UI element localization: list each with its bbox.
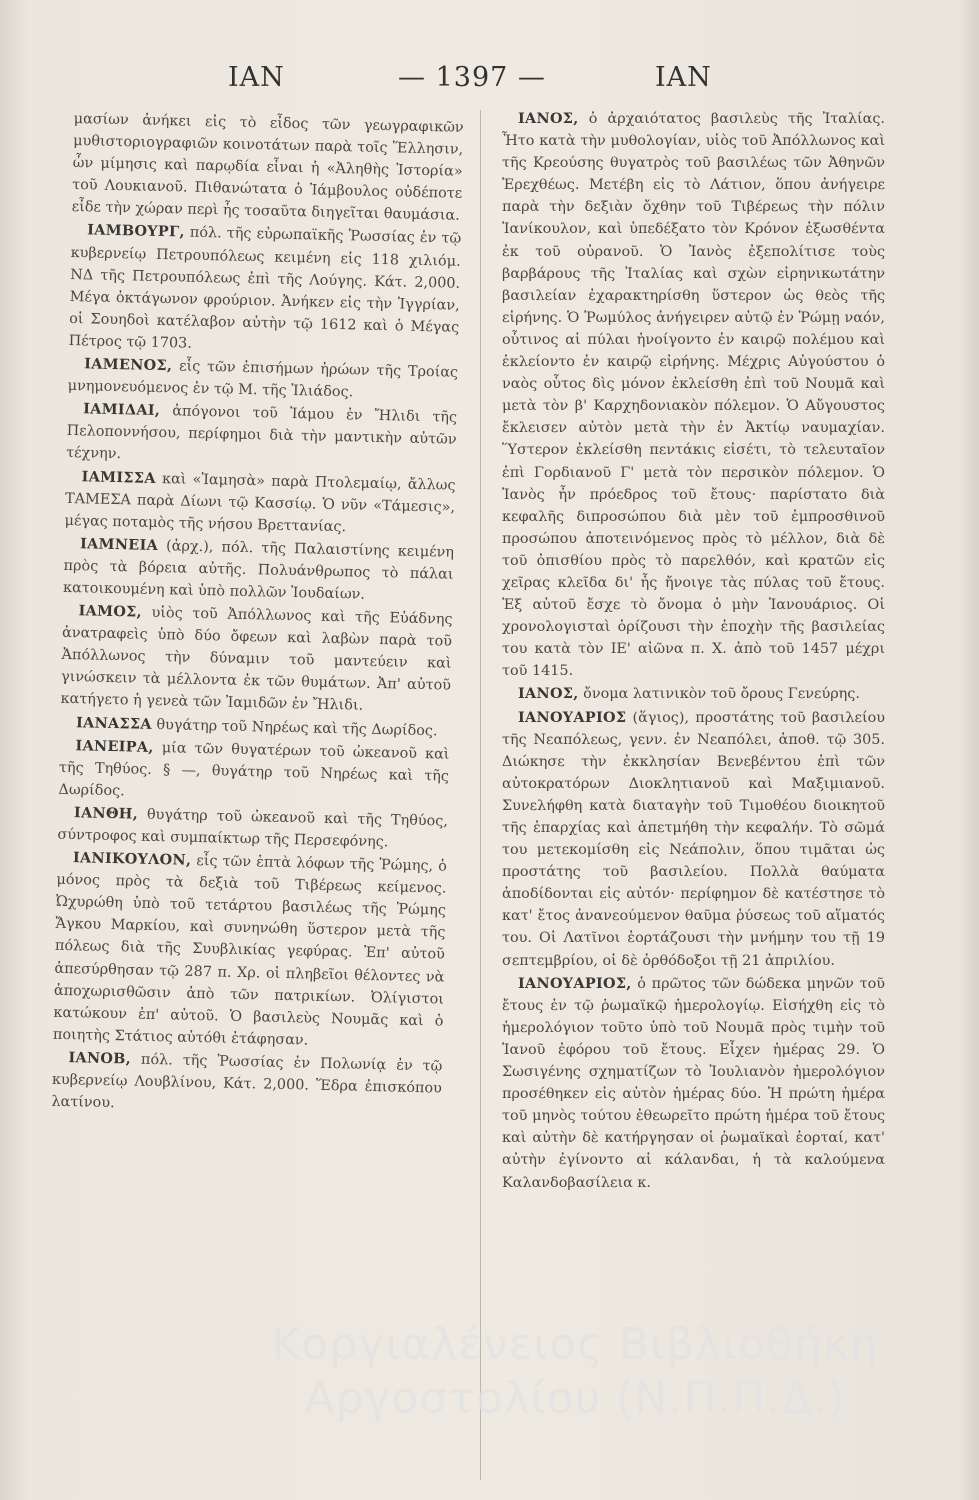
dictionary-entry bbox=[53, 847, 447, 1055]
page-number: — 1397 — bbox=[398, 62, 546, 93]
entry-headword: ΙΑΝΟΥΑΡΙΟΣ bbox=[518, 708, 627, 726]
column-divider bbox=[480, 110, 481, 1480]
entry-headword: ΙΑΜΙΣΣΑ bbox=[81, 467, 157, 487]
entry-text: ὄνομα λατινικὸν τοῦ ὄρους Γενεύρης. bbox=[583, 686, 860, 703]
entry-headword: ΙΑΝΟΣ, bbox=[518, 110, 579, 127]
entry-text: υἱὸς τοῦ Ἀπόλλωνος καὶ τῆς Εὐάδνης ἀνατραφεὶς ὑπὸ δύο ὄφεων καὶ λαβὼν παρὰ τοῦ Ἀπόλλωνος τὴν δύναμιν τοῦ μαντεύειν καὶ γινώσκειν τὰ μέλλοντα ἐκ τῶν θυμάτων. Ἀπ' αὐτοῦ κατήγετο ἡ γενεὰ τῶν Ἰαμιδῶν ἐν Ἤλιδι. bbox=[60, 604, 453, 715]
dictionary-entry bbox=[66, 398, 457, 473]
dictionary-entry bbox=[71, 108, 463, 227]
header-right-catchword: ΙΑΝ bbox=[655, 62, 712, 93]
dictionary-entry bbox=[57, 802, 448, 855]
entry-text: θυγάτηρ τοῦ Νηρέως καὶ τῆς Δωρίδος. bbox=[156, 716, 438, 739]
entry-headword: ΙΑΜΙΔΑΙ, bbox=[82, 400, 161, 420]
entry-headword: ΙΑΝΙΚΟΥΛΟΝ, bbox=[72, 849, 192, 869]
watermark-line-1: Κοργιαλένειος Βιβλιοθήκη bbox=[271, 1319, 879, 1370]
entry-text: θυγάτηρ τοῦ ὠκεανοῦ καὶ τῆς Τηθύος, σύντροφος καὶ συμπαίκτωρ τῆς Περσεφόνης. bbox=[57, 806, 449, 851]
dictionary-entry bbox=[58, 734, 449, 809]
entry-text: (ἀρχ.), πόλ. τῆς Παλαιστίνης κειμένη πρὸς τὰ βόρεια αὐτῆς. Πολυάνθρωπος τὸ πάλαι κατοικουμένη καὶ ὑπὸ πολλῶν Ἰουδαίων. bbox=[62, 537, 455, 603]
entry-headword: ΙΑΜΟΣ, bbox=[78, 602, 143, 621]
right-column bbox=[502, 108, 885, 1195]
entry-headword: ΙΑΝΟΒ, bbox=[68, 1049, 132, 1068]
entry-text: πόλ. τῆς εὐρωπαϊκῆς Ῥωσσίας ἐν τῷ κυβερνείῳ Πετρουπόλεως κειμένη εἰς 118 χιλιόμ. ΝΔ τῆς Πετρουπόλεως ἐπὶ τῆς Λούγης. Κάτ. 2,000. Μέγα ὀκτάγωνον φρούριον. Ἀνήκεν εἰς τὴν Ἰγγρίαν, οἱ Σουηδοὶ κατέλαβον αὐτὴν τῷ 1612 καὶ ὁ Μέγας Πέτρος τῷ 1703. bbox=[68, 225, 462, 352]
entry-headword: ΙΑΜΒΟΥΡΓ, bbox=[87, 221, 185, 242]
dictionary-entry bbox=[68, 219, 461, 360]
dictionary-entry bbox=[51, 1047, 442, 1122]
entry-headword: ΙΑΜΕΝΟΣ, bbox=[84, 355, 173, 375]
dictionary-entry bbox=[502, 973, 885, 1194]
entry-headword: ΙΑΝΑΣΣΑ bbox=[75, 713, 153, 733]
entry-text: ὁ πρῶτος τῶν δώδεκα μηνῶν τοῦ ἔτους ἐν τῷ ῥωμαϊκῷ ἡμερολογίῳ. Εἰσήχθη εἰς τὸ ἡμερολόγιον τοῦτο ὑπὸ τοῦ Νουμᾶ πρὸς τιμὴν τοῦ Ἰανοῦ ἐφόρου τοῦ ἔτους. Εἶχεν ἡμέρας 29. Ὁ Σωσιγένης σχηματίζων τὸ Ἰουλιανὸν ἡμερολόγιον προσέθηκεν εἰς αὐτὸν ἡμέρας δύο. Ἡ πρώτη ἡμέρα τοῦ μηνὸς τούτου ἐθεωρεῖτο πρώτη ἡμέρα τοῦ ἔτους καὶ αὐτὴν δὲ κατήργησαν οἱ ῥωμαϊκαὶ ἑορταί, κατ' αὐτὴν ἐγίνοντο αἱ κάλανδαι, ἡ τὰ καλούμενα Καλανδοβασίλεια κ. bbox=[502, 975, 885, 1191]
dictionary-entry bbox=[64, 465, 455, 540]
library-watermark bbox=[215, 1318, 935, 1426]
dictionary-entry bbox=[502, 108, 885, 682]
page-header bbox=[0, 62, 979, 102]
left-column bbox=[51, 108, 464, 1123]
entry-text: μία τῶν θυγατέρων τοῦ ὠκεανοῦ καὶ τῆς Τηθύος. § —, θυγάτηρ τοῦ Νηρέως καὶ τῆς Δωρίδος. bbox=[58, 739, 450, 800]
entry-headword: ΙΑΝΟΣ, bbox=[518, 685, 579, 703]
entry-headword: ΙΑΝΘΗ, bbox=[73, 804, 139, 823]
entry-text: ὁ ἀρχαιότατος βασιλεὺς τῆς Ἰταλίας. Ἦτο κατὰ τὴν μυθολογίαν, υἱὸς τοῦ Ἀπόλλωνος καὶ τῆς Κρεούσης θυγατρὸς τοῦ βασιλέως τῶν Ἀθηνῶν Ἐρεχθέως. Μετέβη εἰς τὸ Λάτιον, ὅπου ἀνήγειρε παρὰ τὴν δεξιὰν ὄχθην τοῦ Τιβέρεως τὴν πόλιν Ἰανίκουλον, καὶ ὑπεδέξατο τὸν Κρόνον ἐξωσθέντα ἐκ τοῦ οὐρανοῦ. Ὁ Ἰανὸς ἐξεπολίτισε τοὺς βαρβάρους τῆς Ἰταλίας καὶ σχὼν εἰρηνικωτάτην βασιλείαν ἐχαρακτηρίσθη ὕστερον ὡς θεὸς τῆς εἰρήνης. Ὁ Ῥωμύλος ἀνήγειρεν αὐτῷ ἐν Ῥώμῃ ναόν, οὗτινος αἱ πύλαι ἠνοίγοντο ἐν καιρῷ πολέμου καὶ ἐκλείοντο ἐν καιρῷ εἰρήνης. Μέχρις Αὐγούστου ὁ ναὸς οὗτος δὶς μόνον ἐκλείσθη ἐπὶ τοῦ Νουμᾶ καὶ μετὰ τὸν β' Καρχηδονιακὸν πόλεμον. Ὁ Αὔγουστος ἔκλεισεν αὐτὸν μετὰ τὴν ἐν Ἀκτίῳ ναυμαχίαν. Ὕστερον ἐκλείσθη πεντάκις εἰσέτι, τὸ τελευταῖον ἐπὶ Γορδιανοῦ Γ' μετὰ τὸν περσικὸν πόλεμον. Ὁ Ἰανὸς ἦν πρόεδρος τοῦ ἔτους· παρίστατο διὰ κεφαλῆς διπροσώπου διὰ μὲν τοῦ ἐμπροσθινοῦ προσώπου ἀποτεινόμενος πρὸς τὸ μέλλον, διὰ δὲ τοῦ ὀπισθίου πρὸς τὸ παρελθόν, καὶ κρατῶν εἰς χεῖρας κλεῖδα δι' ἧς ἤνοιγε τὰς πύλας τοῦ ἔτους. Ἐξ αὐτοῦ ἔσχε τὸ ὄνομα ὁ μὴν Ἰανουάριος. Οἱ χρονολογισταὶ ὁρίζουσι τὴν ἐποχὴν τῆς βασιλείας του κατὰ τὸν ΙΕ' αἰῶνα π. Χ. ἀπὸ τοῦ 1457 μέχρι τοῦ 1415. bbox=[502, 111, 885, 680]
dictionary-entry bbox=[67, 353, 458, 406]
entry-headword: ΙΑΝΟΥΑΡΙΟΣ, bbox=[518, 974, 632, 992]
header-left-catchword: ΙΑΝ bbox=[228, 62, 285, 93]
entry-headword: ΙΑΝΕΙΡΑ, bbox=[75, 736, 154, 756]
entry-headword: ΙΑΜΝΕΙΑ bbox=[79, 535, 159, 554]
entry-text: εἷς τῶν ἐπισήμων ἡρώων τῆς Τροίας μνημονευόμενος ἐν τῷ Μ. τῆς Ἰλιάδος. bbox=[67, 358, 459, 401]
dictionary-entry bbox=[502, 683, 885, 705]
dictionary-entry bbox=[60, 600, 452, 719]
entry-text: ἀπόγονοι τοῦ Ἰάμου ἐν Ἤλιδι τῆς Πελοποννήσου, περίφημοι διὰ τὴν μαντικὴν αὐτῶν τέχνην. bbox=[65, 403, 458, 463]
entry-text: μασίων ἀνήκει εἰς τὸ εἶδος τῶν γεωγραφικῶν μυθιστοριογραφιῶν κοινοτάτων παρὰ τοῖς Ἕλλησιν, ὧν μίμησις καὶ παρῳδία εἶναι ἡ «Ἀληθὴς Ἱστορία» τοῦ Λουκιανοῦ. Πιθανώτατα ὁ Ἰάμβουλος οὐδέποτε εἶδε τὴν χώραν περὶ ἧς τοσαῦτα διηγεῖται θαυμάσια. bbox=[71, 110, 464, 225]
entry-text: εἷς τῶν ἑπτὰ λόφων τῆς Ῥώμης, ὁ μόνος πρὸς τὰ δεξιὰ τοῦ Τιβέρεως κείμενος. Ὠχυρώθη ὑπὸ τοῦ τετάρτου βασιλέως τῆς Ῥώμης Ἄγκου Μαρκίου, καὶ συνηνώθη ὕστερον μετὰ τῆς πόλεως διὰ τῆς Συυβλικίας γεφύρας. Ἐπ' αὐτοῦ ἀπεσύρθησαν τῷ 287 π. Χρ. οἱ πληβεῖοι θέλοντες νὰ ἀποχωρισθῶσιν ἀπὸ τῶν πατρικίων. Ὀλίγιστοι κατώκουν ἐπ' αὐτοῦ. Ὁ βασιλεὺς Νουμᾶς καὶ ὁ ποιητὴς Στάτιος αὐτόθι ἐτάφησαν. bbox=[52, 853, 448, 1049]
entry-text: (ἅγιος), προστάτης τοῦ βασιλείου τῆς Νεαπόλεως, γενν. ἐν Νεαπόλει, ἀποθ. τῷ 305. Διώκησε τὴν ἐκκλησίαν Βενεβέντου ἐπὶ τῶν αὐτοκρατόρων Διοκλητιανοῦ καὶ Μαξιμιανοῦ. Συνελήφθη κατὰ διαταγὴν τοῦ Τιμοθέου διοικητοῦ τῆς ἐπαρχίας καὶ ἀπετμήθη τὴν κεφαλήν. Τὸ σῶμά του μετεκομίσθη εἰς Νεάπολιν, ὅπου τιμᾶται ὡς προστάτης τοῦ βασιλείου. Πολλὰ θαύματα ἀποδίδονται εἰς αὐτόν· περίφημον δὲ κατέστησε τὸ κατ' ἔτος ἀνανεούμενον θαῦμα ῥύσεως τοῦ αἵματός του. Οἱ Λατῖνοι ἑορτάζουσι τὴν μνήμην του τῇ 19 σεπτεμβρίου, οἱ δὲ ὀρθόδοξοι τῇ 21 ἀπριλίου. bbox=[502, 709, 885, 969]
watermark-line-2: Αργοστολίου (Ν.Π.Π.Δ.) bbox=[304, 1373, 846, 1424]
dictionary-entry bbox=[502, 707, 885, 972]
entry-text: πόλ. τῆς Ῥωσσίας ἐν Πολωνίᾳ ἐν τῷ κυβερνείῳ Λουβλίνου, Κάτ. 2,000. Ἕδρα ἐπισκόπου λατίνου. bbox=[51, 1051, 443, 1112]
entry-text: καὶ «Ἰαμησὰ» παρὰ Πτολεμαίῳ, ἄλλως ΤΑΜΕΣΑ παρὰ Δίωνι τῷ Κασσίῳ. Ὁ νῦν «Τάμεσις», μέγας ποταμὸς τῆς νήσου Βρεττανίας. bbox=[64, 470, 456, 535]
dictionary-entry bbox=[63, 533, 454, 608]
